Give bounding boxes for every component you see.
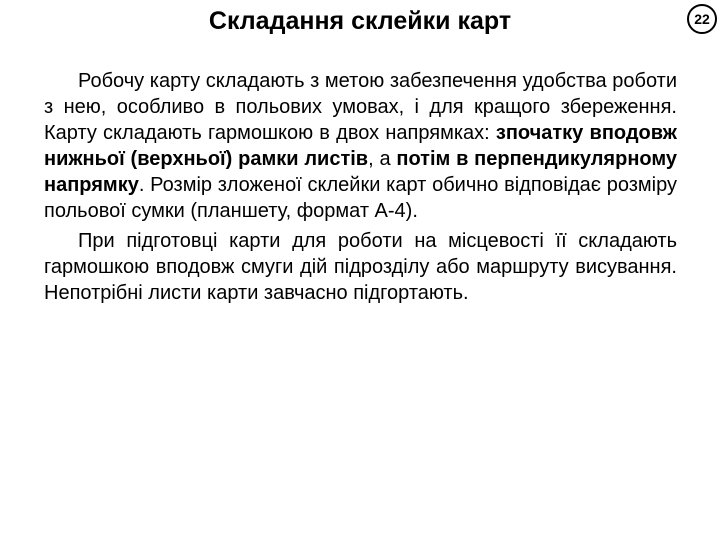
slide-title: Складання склейки карт xyxy=(208,7,512,35)
paragraph-2 xyxy=(44,228,677,306)
text-run: . Розмір зложеної склейки карт обично відповідає розміру польової сумки (планшету, формат А-4). xyxy=(44,174,677,222)
body-text xyxy=(44,68,677,306)
text-run: При підготовці карти для роботи на місцевості її складають гармошкою вподовж смуги дій підрозділу або маршруту висування. Непотрібні листи карти завчасно підгортають. xyxy=(44,230,677,304)
bold-run: зпочатку вподовж нижньої (верхньої) рамки листів xyxy=(44,122,677,170)
page-number: 22 xyxy=(694,11,710,27)
paragraph-1 xyxy=(44,68,677,224)
text-run: Робочу карту складають з метою забезпечення удобства роботи з нею, особливо в польових умовах, і для кращого збереження. Карту складають гармошкою в двох напрямках: xyxy=(44,70,677,144)
text-run: , а xyxy=(368,148,397,170)
bold-run: потім в перпендикулярному напрямку xyxy=(44,148,678,196)
